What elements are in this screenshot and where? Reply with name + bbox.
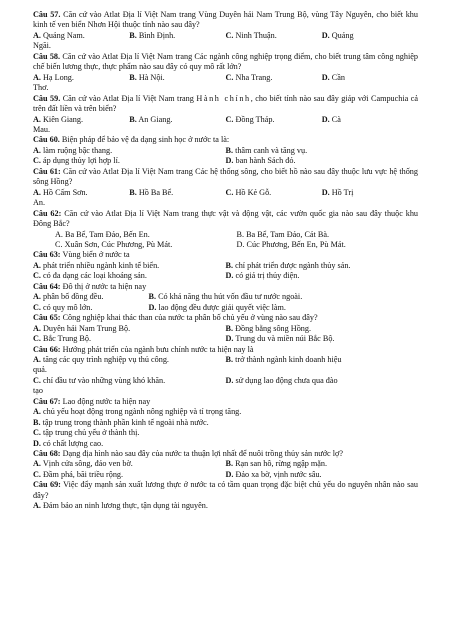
question-text: Đô thị ở nước ta hiện nay bbox=[62, 281, 147, 291]
options-row bbox=[33, 115, 418, 125]
option-c[interactable]: C. tập trung chủ yếu ở thành thị. bbox=[33, 428, 140, 438]
question-text: Biện pháp để bảo vệ đa dạng sinh học ở nước ta là: bbox=[61, 135, 230, 145]
option-d[interactable]: D. có giá trị thủy điện. bbox=[225, 271, 300, 281]
option-a[interactable]: A. Đảm bảo an ninh lương thực, tận dụng tài nguyên. bbox=[33, 501, 208, 511]
option-a[interactable]: A. Hồ Cấm Sơn. bbox=[33, 187, 88, 197]
options-row bbox=[33, 303, 418, 313]
option-c[interactable]: C. có quy mô lớn. bbox=[33, 302, 93, 312]
option-c[interactable]: C. Hồ Kẻ Gỗ. bbox=[225, 187, 272, 197]
question-number: Câu 67: bbox=[33, 396, 61, 406]
option-c[interactable]: C. áp dụng thủy lợi hợp lí. bbox=[33, 156, 120, 166]
question-number: Câu 57. bbox=[33, 10, 61, 19]
option-d[interactable]: D. ban hành Sách đỏ. bbox=[225, 156, 296, 166]
question-64 bbox=[33, 282, 418, 292]
question-text: Vùng biển ở nước ta bbox=[62, 250, 130, 260]
option-b[interactable]: B. Có khả năng thu hút vốn đầu tư nước ngoài. bbox=[148, 292, 303, 302]
option-d[interactable]: D. Quảng bbox=[321, 30, 354, 40]
option-d[interactable]: D. Cà bbox=[321, 114, 341, 124]
option-b[interactable]: B. Rạn san hô, rừng ngập mặn. bbox=[225, 459, 328, 469]
option-d[interactable]: D. lao động đều được giải quyết việc làm. bbox=[148, 302, 286, 312]
question-68 bbox=[33, 449, 418, 459]
options-row bbox=[33, 261, 418, 271]
question-number: Câu 61: bbox=[33, 166, 61, 176]
question-text-spaced: Hành chính bbox=[196, 93, 251, 103]
option-a[interactable]: A. phân bố đồng đều. bbox=[33, 292, 104, 302]
options-row bbox=[33, 324, 418, 334]
options-row bbox=[33, 355, 418, 365]
question-number: Câu 69: bbox=[33, 480, 61, 490]
options-row bbox=[33, 334, 418, 344]
question-60 bbox=[33, 135, 418, 145]
question-text: Lao động nước ta hiện nay bbox=[62, 396, 151, 406]
question-text: Việc đẩy mạnh sản xuất lương thực ở nước ta có tầm quan trọng đặc biệt chủ yếu do nguyên nhân nào sau đây? bbox=[33, 480, 418, 500]
options-row bbox=[33, 459, 418, 469]
question-66 bbox=[33, 345, 418, 355]
option-a[interactable]: A. Duyên hải Nam Trung Bộ. bbox=[33, 323, 131, 333]
question-number: Câu 63: bbox=[33, 250, 61, 260]
option-b[interactable]: B. An Giang. bbox=[129, 114, 173, 124]
option-c[interactable]: C. Bắc Trung Bộ. bbox=[33, 334, 92, 344]
question-62 bbox=[33, 209, 418, 230]
question-text: Căn cứ vào Atlat Địa lí Việt Nam trang Các hệ thống sông, cho biết hồ nào sau đây thuộc lưu vực hệ thống sông Hồng? bbox=[33, 166, 418, 187]
option-c[interactable]: C. có đa dạng các loại khoáng sản. bbox=[33, 271, 147, 281]
option-a[interactable]: A. Kiên Giang. bbox=[33, 114, 84, 124]
option-wrap: Ngãi. bbox=[33, 41, 51, 51]
question-67 bbox=[33, 397, 418, 407]
option-d[interactable]: D. Cúc Phương, Bến En, Pù Mát. bbox=[236, 239, 346, 249]
option-c[interactable]: C. Xuân Sơn, Cúc Phương, Pù Mát. bbox=[55, 239, 173, 249]
option-d[interactable]: D. Trung du và miền núi Bắc Bộ. bbox=[225, 334, 335, 344]
option-a[interactable]: A. Quảng Nam. bbox=[33, 30, 85, 40]
options-row bbox=[33, 146, 418, 156]
option-a[interactable]: A. làm ruộng bậc thang. bbox=[33, 145, 113, 155]
option-d[interactable]: D. Đảo xa bờ, vịnh nước sâu. bbox=[225, 469, 322, 479]
option-c[interactable]: C. chỉ đầu tư vào những vùng khó khăn. bbox=[33, 375, 166, 385]
question-69 bbox=[33, 480, 418, 501]
option-wrap: tạo bbox=[33, 386, 44, 396]
question-text: Căn cứ vào Atlat Địa lí Việt Nam trang thực vật và động vật, các vườn quốc gia nào sau đây thuộc khu Đông Bắc? bbox=[33, 208, 419, 229]
option-a[interactable]: A. Vịnh cửa sông, đảo ven bờ. bbox=[33, 459, 133, 469]
question-text: Hướng phát triển của ngành bưu chính nước ta hiện nay là bbox=[62, 344, 254, 354]
options-row bbox=[33, 240, 418, 250]
option-a[interactable]: A. phát triển nhiều ngành kinh tế biển. bbox=[33, 260, 160, 270]
options-row bbox=[33, 31, 418, 41]
option-c[interactable]: C. Đầm phá, bãi triều rộng. bbox=[33, 469, 124, 479]
question-text: Căn cứ vào Atlat Địa lí Việt Nam trang Vùng Duyên hải Nam Trung Bộ, vùng Tây Nguyên, cho biết khu kinh tế ven biển Nhơn Hội thuộc tỉnh nào sau đây? bbox=[33, 10, 418, 30]
option-c[interactable]: C. Đồng Tháp. bbox=[225, 114, 275, 124]
option-d[interactable]: D. Cần bbox=[321, 72, 345, 82]
options-row bbox=[33, 188, 418, 198]
question-63 bbox=[33, 250, 418, 260]
question-57 bbox=[33, 10, 418, 31]
option-b[interactable]: B. chỉ phát triển được ngành thủy sản. bbox=[225, 260, 351, 270]
exam-document bbox=[33, 10, 418, 512]
option-c[interactable]: C. Nha Trang. bbox=[225, 72, 273, 82]
option-b[interactable]: B. Bình Định. bbox=[129, 30, 176, 40]
option-b[interactable]: B. trở thành ngành kinh doanh hiệu bbox=[225, 354, 342, 364]
option-a[interactable]: A. Ba Bể, Tam Đảo, Bến En. bbox=[55, 229, 150, 239]
option-a[interactable]: A. tăng các quy trình nghiệp vụ thủ công. bbox=[33, 354, 169, 364]
option-d[interactable]: D. sử dụng lao động chưa qua đào bbox=[225, 375, 338, 385]
option-b[interactable]: B. Ba Bể, Tam Đảo, Cát Bà. bbox=[236, 229, 330, 239]
option-c[interactable]: C. Ninh Thuận. bbox=[225, 30, 277, 40]
options-row bbox=[33, 230, 418, 240]
question-number: Câu 62: bbox=[33, 208, 62, 218]
option-d[interactable]: D. Hồ Trị bbox=[321, 187, 354, 197]
question-65 bbox=[33, 313, 418, 323]
question-number: Câu 58. bbox=[33, 51, 61, 61]
option-b[interactable]: B. thâm canh và tăng vụ. bbox=[225, 145, 308, 155]
question-number: Câu 64: bbox=[33, 281, 61, 291]
option-a[interactable]: A. chủ yếu hoạt động trong ngành nông nghiệp và tỉ trọng tăng. bbox=[33, 407, 242, 417]
question-text: Căn cứ vào Atlat Địa lí Việt Nam trang bbox=[62, 93, 197, 103]
options-row bbox=[33, 156, 418, 166]
option-wrap: Thơ. bbox=[33, 83, 49, 93]
question-number: Câu 68: bbox=[33, 449, 61, 459]
question-text: , cho biết tỉnh nào sau đây giáp với Campuchia cả trên đất liền và trên biển? bbox=[33, 93, 418, 114]
option-wrap: Mau. bbox=[33, 124, 51, 134]
option-wrap: quả. bbox=[33, 365, 47, 375]
question-text: Dạng địa hình nào sau đây của nước ta thuận lợi nhất để nuôi trồng thủy sản nước lợ? bbox=[62, 449, 343, 459]
question-text: Công nghiệp khai thác than của nước ta phân bố chủ yếu ở vùng nào sau đây? bbox=[62, 313, 318, 323]
question-number: Câu 60. bbox=[33, 135, 60, 145]
options-row bbox=[33, 271, 418, 281]
question-number: Câu 65: bbox=[33, 313, 61, 323]
question-58 bbox=[33, 52, 418, 73]
question-number: Câu 66: bbox=[33, 344, 61, 354]
option-b[interactable]: B. Hồ Ba Bể. bbox=[129, 187, 174, 197]
options-row bbox=[33, 470, 418, 480]
option-b[interactable]: B. tập trung trong thành phần kinh tế ngoài nhà nước. bbox=[33, 417, 209, 427]
options-row bbox=[33, 376, 418, 386]
options-row bbox=[33, 73, 418, 83]
options-row bbox=[33, 292, 418, 302]
option-b[interactable]: B. Đồng bằng sông Hồng. bbox=[225, 323, 312, 333]
option-d[interactable]: D. có chất lượng cao. bbox=[33, 438, 104, 448]
question-text: Căn cứ vào Atlat Địa lí Việt Nam trang Các ngành công nghiệp trọng điểm, cho biết trung tâm công nghiệp chế biến lương thực, thực phẩm nào sau đây có quy mô rất lớn? bbox=[33, 51, 419, 72]
option-b[interactable]: B. Hà Nội. bbox=[129, 72, 165, 82]
option-wrap: An. bbox=[33, 198, 46, 208]
question-59 bbox=[33, 94, 418, 115]
question-number: Câu 59. bbox=[33, 93, 61, 103]
question-61 bbox=[33, 167, 418, 188]
option-a[interactable]: A. Hạ Long. bbox=[33, 72, 74, 82]
